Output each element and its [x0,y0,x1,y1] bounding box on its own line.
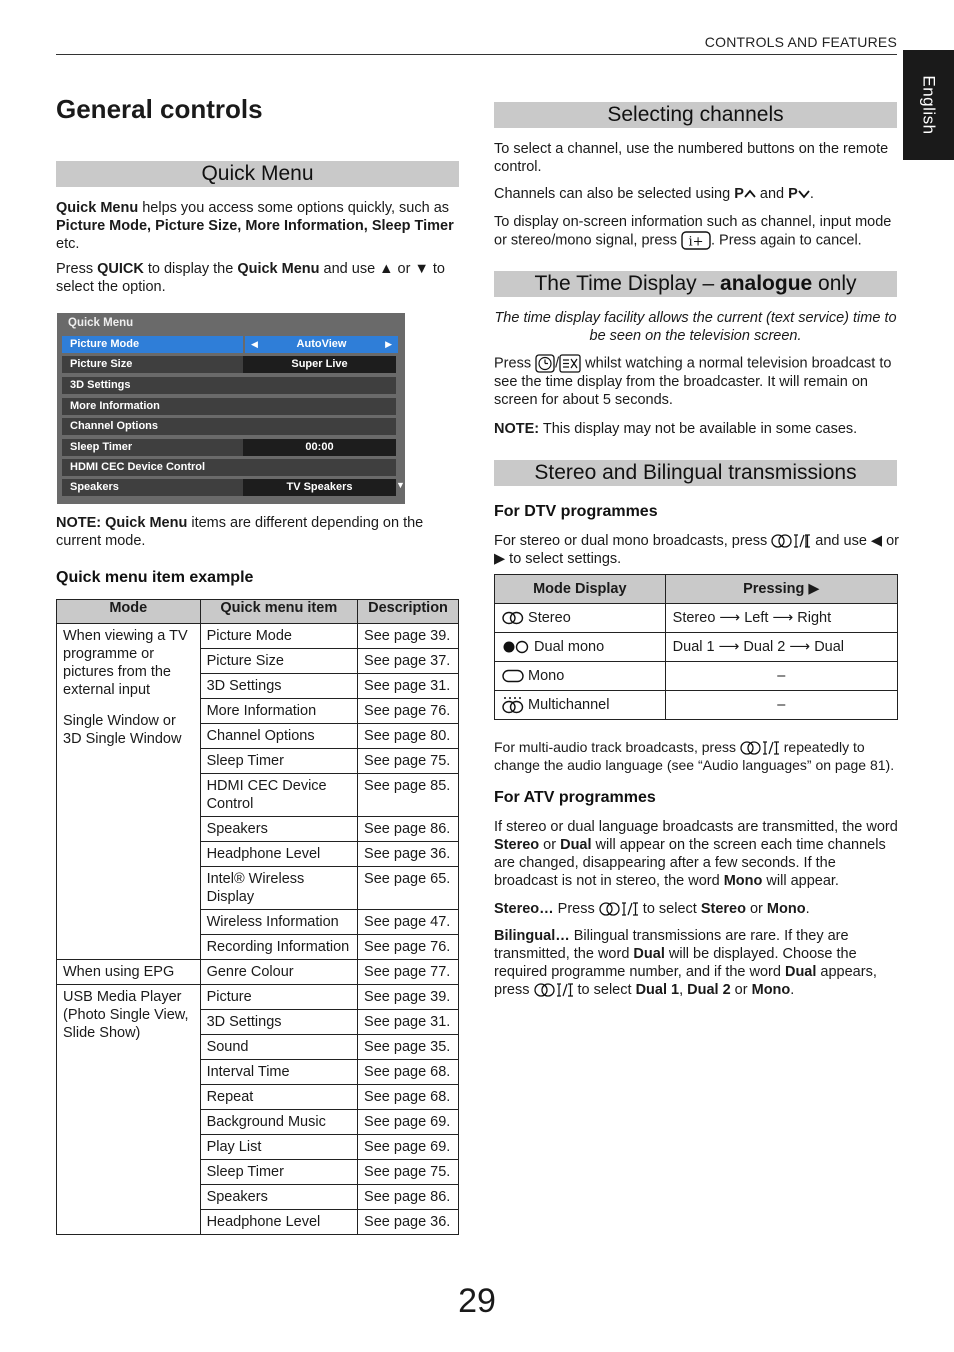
col-header-description: Description [358,600,459,624]
quick-menu-instruction: Press QUICK to display the Quick Menu and use ▲ or ▼ to select the option. [56,261,445,295]
quick-menu-note: NOTE: Quick Menu items are different depending on the current mode. [56,515,424,549]
selecting-channels-p3: To display on-screen information such as channel, input mode or stereo/mono signal, press i+ . Press again to cancel. [494,214,892,250]
table-row: 3D Settings See page 31. [57,1010,459,1035]
time-display-p1: Press / whilst watching a normal television broadcast to see the time display from the broadcaster. It will remain on screen for about 5 seconds. [494,355,892,408]
qm-row-hdmi-cec: HDMI CEC Device Control [62,459,396,476]
col-header-mode-display: Mode Display [495,575,666,604]
table-row: Intel® Wireless Display See page 65. [57,867,459,910]
atv-bilingual-paragraph: Bilingual… Bilingual transmissions are rare. If they are transmitted, the word Dual will be displayed. Choose the required programme number, and if the word Dual appears, press to select Dual 1, Dual 2 or Mono. [494,928,877,998]
table-row: Headphone Level See page 36. [57,842,459,867]
table-row: Sleep Timer See page 75. [57,1160,459,1185]
dual-mono-icon [502,640,530,654]
quick-menu-table [56,599,459,1235]
atv-p1: If stereo or dual language broadcasts are transmitted, the word Stereo or Dual will appear on the screen each time channels are changed, disappearing after a few seconds. If the broadcast is not in stereo, the word Mono will appear. [494,819,898,889]
p-down-icon [798,189,810,199]
table-row: Picture Size See page 37. [57,649,459,674]
qm-row-sleep-timer: Sleep Timer 00:00 [62,439,396,456]
time-display-intro: The time display facility allows the current (text service) time to be seen on the television screen. [494,310,897,344]
mode-cell-usb: USB Media Player (Photo Single View, Slide Show) [57,985,201,1235]
quick-menu-heading: Quick Menu [56,161,459,187]
quick-menu-intro: Quick Menu helps you access some options quickly, such as Picture Mode, Picture Size, More Information, Sleep Timer etc. [56,200,454,252]
qm-row-speakers: Speakers TV Speakers [62,479,396,496]
dtv-mode-table [494,574,898,720]
language-tab [903,50,954,160]
audio-button-icon [740,740,780,756]
table-row: Sleep Timer See page 75. [57,749,459,774]
selecting-channels-p1: To select a channel, use the numbered buttons on the remote control. [494,141,889,175]
atv-heading: For ATV programmes [494,789,656,806]
qm-row-picture-mode: Picture Mode ◀ AutoView ▶ [62,336,396,353]
selecting-channels-heading: Selecting channels [494,102,897,128]
table-row: Interval Time See page 68. [57,1060,459,1085]
stereo-heading: Stereo and Bilingual transmissions [494,460,897,486]
dtv-heading: For DTV programmes [494,503,658,520]
svg-text:i+: i+ [688,234,704,250]
audio-button-icon [534,982,574,998]
table-row: When using EPG Genre Colour See page 77. [57,960,459,985]
text-time-button-icon [559,354,581,373]
table-row: When viewing a TV programme or pictures from the external input Single Window or 3D Single Window Picture Mode See page 39. [57,624,459,649]
table-row: Dual mono Dual 1 ⟶ Dual 2 ⟶ Dual [495,633,898,662]
table-row: Repeat See page 68. [57,1085,459,1110]
table-row: Sound See page 35. [57,1035,459,1060]
left-arrow-icon: ◀ [251,339,258,349]
p-up-icon [744,189,756,199]
table-row: Wireless Information See page 47. [57,910,459,935]
table-row: Channel Options See page 80. [57,724,459,749]
time-display-note: NOTE: This display may not be available in some cases. [494,421,858,437]
qm-row-3d-settings: 3D Settings [62,377,396,394]
time-display-heading: The Time Display – analogue only [494,271,897,297]
table-row: Mono – [495,662,898,691]
table-row: Headphone Level See page 36. [57,1210,459,1235]
running-header: CONTROLS AND FEATURES [704,34,897,50]
multichannel-icon [502,696,524,714]
mono-icon [502,669,524,683]
col-header-mode: Mode [57,600,201,624]
dtv-p1: For stereo or dual mono broadcasts, press and use ◀ or ▶ to select settings. [494,533,899,567]
qm-row-more-information: More Information [62,398,396,415]
audio-button-icon [599,901,639,917]
table-row: Speakers See page 86. [57,817,459,842]
col-header-pressing: Pressing ▶ [665,575,897,604]
quick-menu-screen-title: Quick Menu [68,317,134,329]
qm-row-picture-size: Picture Size Super Live [62,356,396,373]
qm-row-channel-options: Channel Options [62,418,396,435]
atv-stereo-line: Stereo… Press to select Stereo or Mono. [494,901,810,917]
multi-audio-paragraph: For multi-audio track broadcasts, press repeatedly to change the audio language (see “Audio languages” on page 81). [494,739,895,774]
info-button-icon [681,231,711,250]
mode-cell-epg: When using EPG [57,960,201,985]
table-row: HDMI CEC Device Control See page 85. [57,774,459,817]
stereo-mode-icon [502,611,524,625]
quick-menu-example-heading: Quick menu item example [56,569,254,586]
clock-button-icon [535,354,555,373]
table-row: Multichannel – [495,691,898,720]
header-rule [56,54,897,55]
table-row: Background Music See page 69. [57,1110,459,1135]
page-title: General controls [56,94,263,124]
table-row: More Information See page 76. [57,699,459,724]
table-row: USB Media Player (Photo Single View, Slide Show) Picture See page 39. [57,985,459,1010]
table-row: Speakers See page 86. [57,1185,459,1210]
table-row: Recording Information See page 76. [57,935,459,960]
mode-cell-tv: When viewing a TV programme or pictures from the external input Single Window or 3D Single Window [57,624,201,960]
col-header-item: Quick menu item [200,600,357,624]
table-row: Stereo Stereo ⟶ Left ⟶ Right [495,604,898,633]
language-tab-label: English [919,75,939,135]
right-arrow-icon: ▶ [385,339,392,349]
table-row: Play List See page 69. [57,1135,459,1160]
table-row: 3D Settings See page 31. [57,674,459,699]
audio-button-icon [771,533,811,549]
selecting-channels-p2: Channels can also be selected using P and P . [494,186,814,202]
page-number: 29 [458,1282,496,1320]
quick-menu-screenshot [57,313,405,504]
scroll-down-icon: ▼ [396,480,405,490]
